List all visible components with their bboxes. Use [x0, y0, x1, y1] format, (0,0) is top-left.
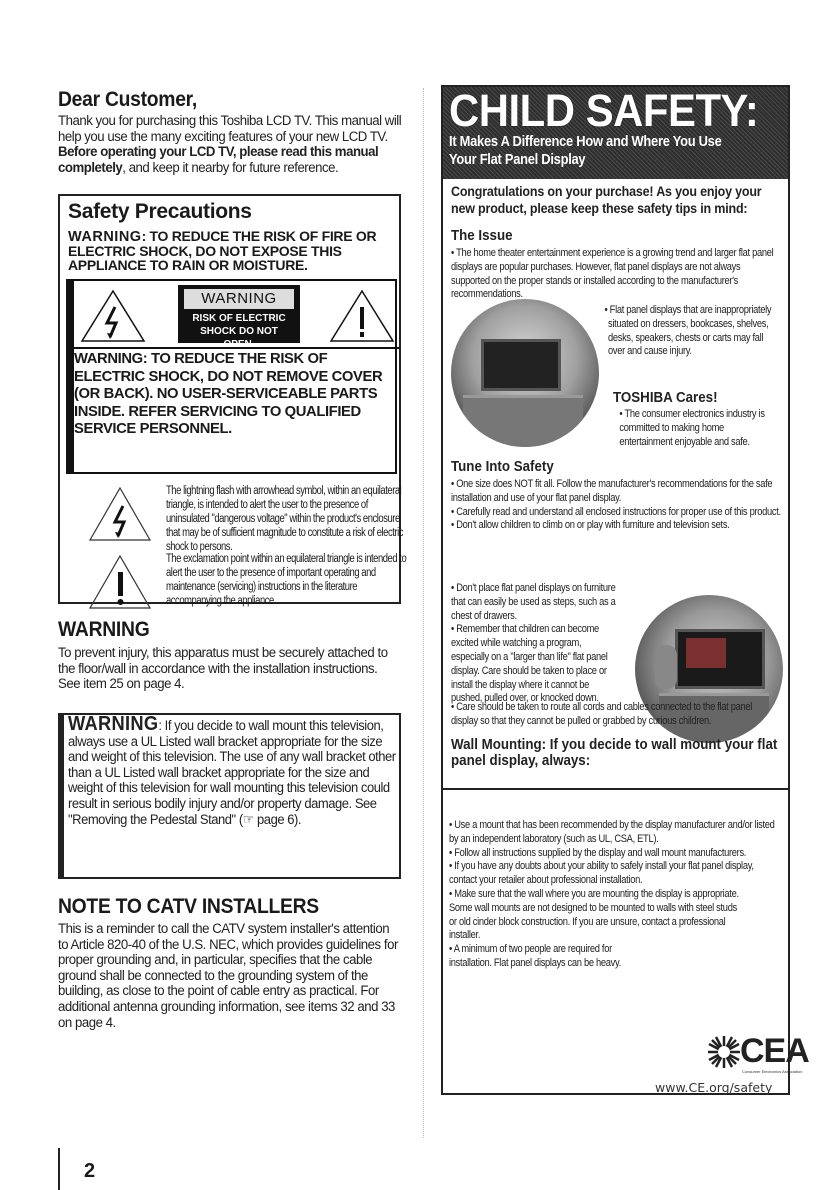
toshiba-cares-text: • The consumer electronics industry is committed to making home entertainment enjoyable and safe.	[619, 408, 765, 448]
wall-item: • If you have any doubts about your ability to safely install your flat panel display, contact your retailer about professional installation.	[449, 860, 754, 887]
catv-heading: NOTE TO CATV INSTALLERS	[58, 895, 319, 918]
cea-logo-small: Consumer Electronics Association	[742, 1069, 803, 1074]
cords-item: • Care should be taken to route all cords and cables connected to the flat panel display so that they cannot be pulled or grabbed by curious children.	[451, 701, 752, 727]
left-column	[58, 88, 403, 176]
child-safety-box	[441, 85, 790, 790]
wall-warning-lead: WARNING	[68, 713, 159, 735]
child-safety-title: CHILD SAFETY:	[449, 85, 759, 136]
page-number: 2	[84, 1160, 96, 1182]
warning-plate-title: WARNING	[184, 289, 294, 309]
safety-precautions-title: Safety Precautions	[68, 200, 252, 223]
lightning-symbol-row	[88, 484, 404, 554]
exclamation-symbol-icon	[88, 554, 152, 615]
tune-item: • Carefully read and understand all enclosed instructions for proper use of this product.	[451, 505, 781, 518]
cea-logo	[706, 1032, 809, 1078]
child-safety-subtitle: It Makes A Difference How and Where You Use Your Flat Panel Display	[449, 134, 722, 168]
column-divider	[423, 88, 424, 1138]
warning-heading: WARNING	[58, 618, 150, 641]
cea-burst-icon	[706, 1034, 742, 1070]
dresser-shape	[463, 395, 583, 447]
wall-item: • Use a mount that has been recommended by the display manufacturer and/or listed by an independent laboratory (such as UL, CSA, ETL).	[449, 819, 775, 845]
tv-shape	[675, 629, 765, 689]
page-number-bar	[58, 1148, 60, 1190]
exclamation-symbol-row	[88, 552, 407, 612]
wall-mounting-heading: Wall Mounting: If you decide to wall mount your flat panel display, always:	[451, 737, 778, 769]
wall-mount-warning-text	[68, 713, 401, 828]
warning-label-text: WARNING: TO REDUCE THE RISK OF ELECTRIC SHOCK, DO NOT REMOVE COVER (OR BACK). NO USER-SERVICEABLE PARTS INSIDE. REFER SERVICING TO QUALIFIED SERVICE PERSONNEL.	[74, 347, 399, 439]
safety-precautions-box	[58, 194, 407, 608]
tune-item: • One size does NOT fit all. Follow the manufacturer's recommendations for the safe installation and use of your flat panel display.	[451, 478, 773, 504]
warning-plate-subtitle: RISK OF ELECTRIC SHOCK DO NOT OPEN.	[192, 313, 286, 350]
issue-heading: The Issue	[451, 228, 513, 244]
wall-mounting-list	[449, 819, 779, 971]
dear-customer-title: Dear Customer,	[58, 88, 197, 111]
wall-item: • Make sure that the wall where you are mounting the display is appropriate. Some wall mounts are not designed to be mounted to walls with steel studs or old cinder block construction. If you are unsure, contact a professional installer.	[449, 887, 739, 942]
wall-mount-warning-box	[58, 713, 401, 879]
lightning-triangle-icon	[80, 289, 146, 343]
cea-logo-text: CEA	[740, 1032, 809, 1070]
tune-into-safety-heading: Tune Into Safety	[451, 459, 554, 475]
wall-item: • Follow all instructions supplied by the display and wall mount manufacturers.	[449, 846, 747, 859]
dear-text-bold: Before operating your LCD TV, please read this manual completely	[58, 144, 379, 176]
safety-warning-lead: WARNING	[68, 229, 142, 245]
congrats-text: Congratulations on your purchase! As you enjoy your new product, please keep these safety tips in mind:	[451, 184, 762, 216]
electric-shock-warning-label	[66, 279, 397, 474]
wall-item: • A minimum of two people are required for installation. Flat panel displays can be heavy.	[449, 943, 621, 969]
issue-text: • The home theater entertainment experience is a growing trend and larger flat panel displays are popular purchases. However, flat panel displays are not always supported on the proper stands or installed according to the manufacturer's recommendations.	[451, 247, 774, 301]
flat-panel-text: • Flat panel displays that are inappropriately situated on dressers, bookcases, shelves, desks, speakers, chests or carts may fall over and cause injury.	[604, 304, 772, 358]
remember-item: • Remember that children can become excited while watching a program, especially on a "larger than life" flat panel display. Care should be taken to place or install the display where it cannot be pushed, pulled over, or knocked down.	[451, 623, 608, 705]
warning-text: To prevent injury, this apparatus must be securely attached to the floor/wall in accordance with the installation instructions. See item 25 on page 4.	[58, 645, 388, 693]
lightning-symbol-text: The lightning flash with arrowhead symbol, within an equilateral triangle, is intended to alert the user to the presence of uninsulated "dangerous voltage" within the product's enclosure that may be of sufficient magnitude to constitute a risk of electric shock to persons.	[166, 485, 404, 554]
wall-warning-body: : If you decide to wall mount this television, always use a UL Listed wall bracket appropriate for the size and weight of this television. The use of any wall bracket other than a UL Listed wall bracket appropriate for the size and weight of this television for wall mounting this television could result in serious bodily injury and/or property damage. See "Removing the Pedestal Stand" (☞ page 6).	[68, 718, 396, 828]
dear-customer-text	[58, 114, 402, 176]
remember-list	[451, 582, 618, 706]
tv-shape	[481, 339, 561, 391]
exclamation-triangle-icon	[329, 289, 395, 343]
dear-text-2: , and keep it nearby for future reference.	[122, 159, 339, 176]
child-safety-banner	[443, 87, 788, 179]
dear-text-1: Thank you for purchasing this Toshiba LCD TV. This manual will help you use the many exciting features of your new LCD TV.	[58, 113, 402, 145]
warning-center-plate	[178, 285, 300, 350]
tune-into-safety-list	[451, 478, 781, 533]
remember-item: • Don't place flat panel displays on furniture that can easily be used as steps, such as a chest of drawers.	[451, 582, 616, 622]
tune-item: • Don't allow children to climb on or play with furniture and television sets.	[451, 519, 730, 532]
safety-warning-text	[68, 229, 398, 272]
lightning-symbol-icon	[88, 486, 152, 547]
child-shape	[655, 645, 677, 689]
cea-url: www.CE.org/safety	[655, 1080, 773, 1095]
toshiba-cares-heading: TOSHIBA Cares!	[613, 390, 718, 406]
exclamation-symbol-text: The exclamation point within an equilateral triangle is intended to alert the user to the presence of important operating and maintenance (servicing) instructions in the literature accompanying the appliance.	[166, 553, 407, 608]
safety-warning-body: : TO REDUCE THE RISK OF FIRE OR ELECTRIC SHOCK, DO NOT EXPOSE THIS APPLIANCE TO RAIN OR MOISTURE.	[68, 228, 377, 273]
catv-text: This is a reminder to call the CATV system installer's attention to Article 820-40 of the U.S. NEC, which provides guidelines for proper grounding and, in particular, specifies that the cable ground shall be connected to the grounding system of the building, as close to the point of cable entry as practical. For additional antenna grounding information, see items 32 and 33 on page 4.	[58, 921, 398, 1031]
